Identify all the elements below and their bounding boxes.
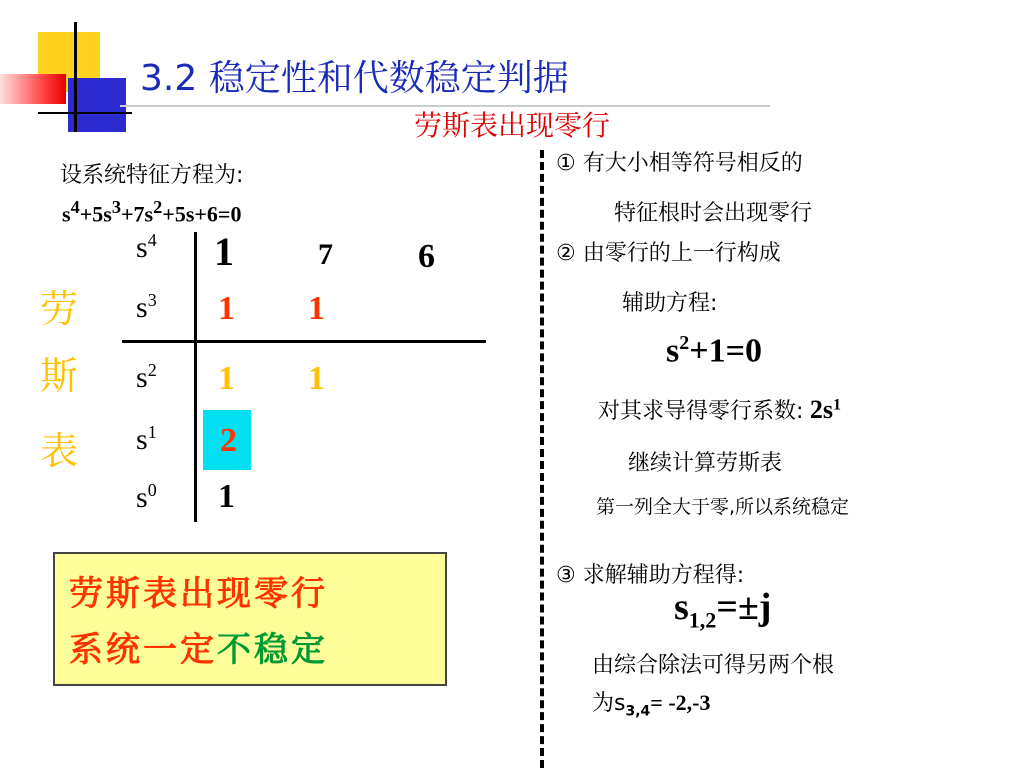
- logo-vertical-line: [74, 22, 77, 132]
- conclusion-line-1: 劳斯表出现零行: [69, 574, 328, 614]
- dashed-divider: [540, 150, 544, 768]
- point-2-line-2: 辅助方程:: [622, 291, 718, 316]
- routh-cell-r0c0: 1: [214, 229, 234, 274]
- page-subtitle: 劳斯表出现零行: [414, 109, 611, 142]
- point-3-line: ③ 求解辅助方程得:: [556, 563, 745, 588]
- logo-horizontal-line: [38, 112, 132, 114]
- routh-vertical-rule: [194, 232, 197, 522]
- routh-power-s0: $s^0$: [136, 480, 157, 514]
- routh-power-s1: $s^1$: [136, 422, 157, 456]
- characteristic-equation: $s^4+5s^3+7s^2+5s+6=0$: [62, 197, 242, 227]
- point-1-line-2: 特征根时会出现零行: [614, 201, 813, 226]
- routh-cell-r0c2: 6: [418, 238, 435, 275]
- routh-cell-r1c1: 1: [308, 290, 325, 327]
- routh-power-s4: $s^4$: [136, 230, 157, 264]
- point-2-line-1: ② 由零行的上一行构成: [556, 241, 781, 266]
- routh-cell-r0c1: 7: [318, 238, 333, 271]
- routh-cell-r1c0: 1: [218, 290, 235, 327]
- page-title: 3.2 稳定性和代数稳定判据: [140, 58, 569, 99]
- other-roots-line-2: 为$s_{3,4}= -2,-3$: [592, 690, 711, 720]
- routh-side-label-3: 表: [40, 429, 79, 473]
- conclusion-line-2: 系统一定不稳定: [69, 630, 328, 670]
- auxiliary-equation: $s^2+1=0$: [666, 332, 762, 370]
- routh-horizontal-rule: [122, 340, 486, 343]
- routh-cell-r3c0: 2: [220, 422, 237, 459]
- point-1-line-1: ① 有大小相等符号相反的: [556, 151, 803, 176]
- conclusion-box: [53, 552, 447, 686]
- routh-power-s3: $s^3$: [136, 290, 157, 324]
- roots-1-2: $s_{1,2}=\pm j$: [674, 586, 772, 633]
- other-roots-line-1: 由综合除法可得另两个根: [592, 653, 835, 678]
- continue-routh: 继续计算劳斯表: [628, 451, 783, 476]
- stability-note: 第一列全大于零,所以系统稳定: [596, 496, 850, 518]
- routh-side-label-1: 劳: [40, 287, 79, 331]
- routh-power-s2: $s^2$: [136, 360, 157, 394]
- equation-label: 设系统特征方程为:: [60, 163, 244, 188]
- routh-cell-r2c0: 1: [218, 360, 235, 397]
- routh-cell-r2c1: 1: [308, 360, 325, 397]
- routh-side-label-2: 斯: [40, 354, 79, 398]
- routh-cell-r4c0: 1: [218, 478, 235, 515]
- derivative-line: 对其求导得零行系数: $2s^1$: [598, 395, 842, 424]
- logo-red-bar: [0, 74, 66, 104]
